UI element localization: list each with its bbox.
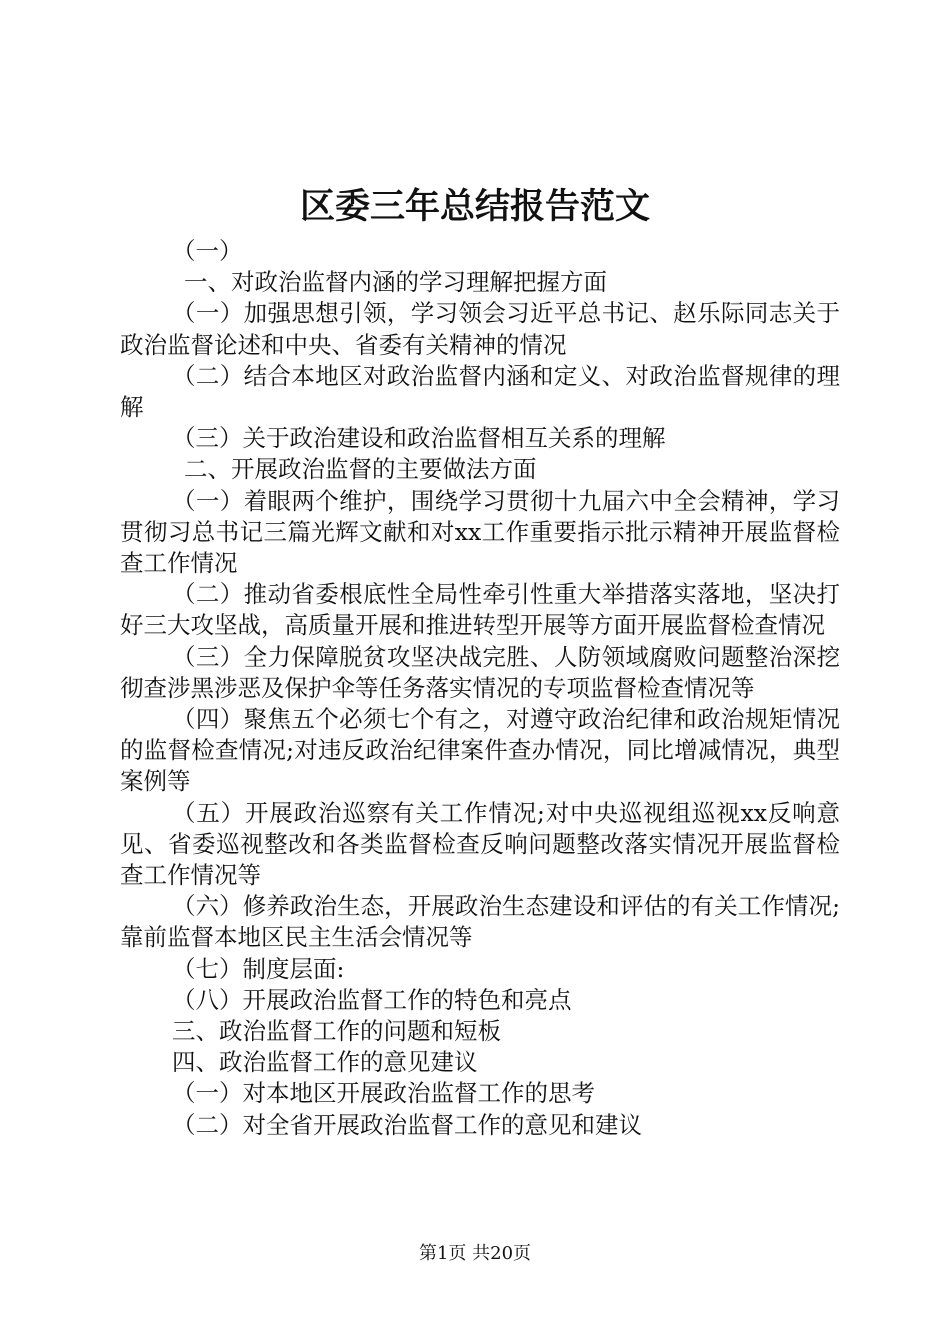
paragraph: （五）开展政治巡察有关工作情况;对中央巡视组巡视xx反响意见、省委巡视整改和各类监督检查反响问题整改落实情况开展监督检查工作情况等 — [120, 798, 840, 890]
paragraph: （三）关于政治建设和政治监督相互关系的理解 — [172, 424, 666, 453]
section-heading: 三、政治监督工作的问题和短板 — [172, 1017, 501, 1046]
paragraph: （一）加强思想引领，学习领会习近平总书记、赵乐际同志关于政治监督论述和中央、省委有关精神的情况 — [120, 299, 840, 359]
document-body — [120, 236, 840, 1141]
section-heading: 四、政治监督工作的意见建议 — [172, 1048, 478, 1077]
paragraph: （二）结合本地区对政治监督内涵和定义、对政治监督规律的理解 — [120, 361, 840, 422]
paragraph: （六）修养政治生态，开展政治生态建设和评估的有关工作情况;靠前监督本地区民主生活会情况等 — [120, 892, 840, 952]
paragraph: （八）开展政治监督工作的特色和亮点 — [172, 985, 572, 1014]
paragraph: （二）对全省开展政治监督工作的意见和建议 — [172, 1110, 642, 1139]
paragraph: （三）全力保障脱贫攻坚决战完胜、人防领域腐败问题整治深挖彻查涉黑涉恶及保护伞等任务落实情况的专项监督检查情况等 — [120, 642, 840, 702]
document-title: 区委三年总结报告范文 — [299, 186, 650, 227]
paragraph: （七）制度层面: — [172, 954, 345, 983]
page-footer: 第1页 共20页 — [418, 1243, 532, 1264]
paragraph: （一） — [172, 237, 243, 265]
paragraph: （一）着眼两个维护，围绕学习贯彻十九届六中全会精神，学习贯彻习总书记三篇光辉文献和对xx工作重要指示批示精神开展监督检查工作情况 — [120, 486, 840, 578]
section-heading: 一、对政治监督内涵的学习理解把握方面 — [184, 268, 607, 297]
paragraph: （二）推动省委根底性全局性牵引性重大举措落实落地，坚决打好三大攻坚战，高质量开展和推进转型开展等方面开展监督检查情况 — [120, 580, 840, 640]
paragraph: （四）聚焦五个必须七个有之，对遵守政治纪律和政治规矩情况的监督检查情况;对违反政治纪律案件查办情况，同比增减情况，典型案例等 — [120, 705, 840, 796]
section-heading: 二、开展政治监督的主要做法方面 — [184, 455, 537, 484]
paragraph: （一）对本地区开展政治监督工作的思考 — [172, 1079, 595, 1108]
